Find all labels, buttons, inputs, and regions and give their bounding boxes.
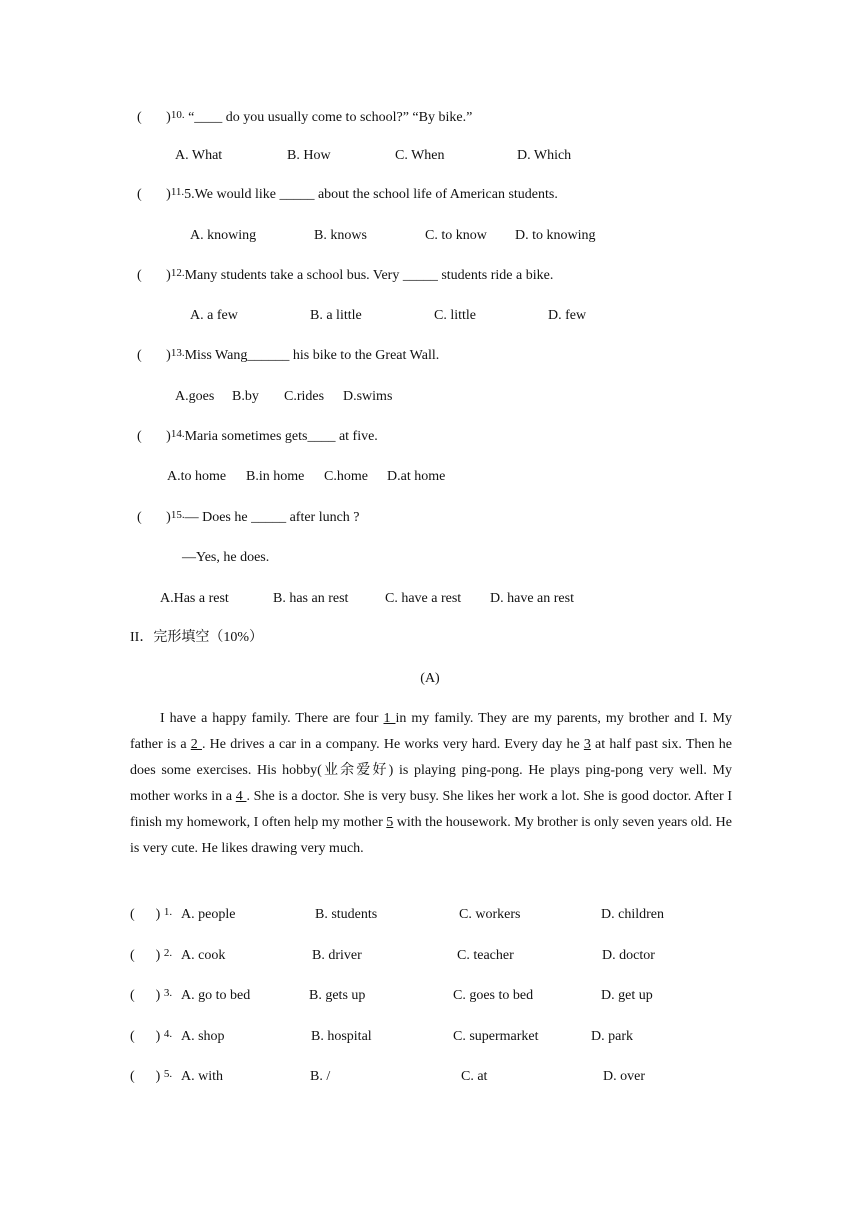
question-number: 12.	[170, 267, 185, 279]
question-text: “____ do you usually come to school?” “By bike.”	[184, 110, 473, 125]
answer-paren[interactable]: ( )	[130, 907, 161, 922]
passage-text: I have a happy family. There are four	[160, 711, 384, 726]
answer-paren[interactable]: ( )	[130, 1069, 161, 1084]
option-c: C. have a rest	[385, 591, 462, 606]
question-10	[137, 109, 472, 127]
option-c: C. When	[395, 148, 445, 163]
question-number: 2.	[163, 947, 173, 959]
question-number: 5.	[163, 1068, 173, 1080]
option-b: B. students	[315, 907, 378, 922]
option-b: B. has an rest	[273, 591, 349, 606]
option-d: D.swims	[343, 389, 393, 404]
question-11	[137, 186, 558, 204]
option-d: D. get up	[601, 988, 653, 1003]
passage-text: in my family. They are my parents, my brother and I. My father is a	[130, 711, 733, 752]
option-c: C. to know	[425, 228, 487, 243]
question-text: 5.We would like _____ about the school life of American students.	[184, 187, 558, 202]
option-c: C.rides	[284, 389, 325, 404]
answer-paren[interactable]: ( )	[130, 988, 161, 1003]
blank-2: 2	[190, 737, 202, 752]
option-b: B. a little	[310, 308, 362, 323]
answer-paren[interactable]: ( )	[137, 510, 171, 525]
cloze-question-5	[130, 1068, 172, 1086]
option-c: C. teacher	[457, 948, 514, 963]
option-c: C. little	[434, 308, 476, 323]
answer-paren[interactable]: ( )	[137, 348, 171, 363]
cloze-question-1	[130, 906, 172, 924]
answer-paren[interactable]: ( )	[130, 948, 161, 963]
option-a: A. knowing	[190, 228, 257, 243]
option-b: B. gets up	[309, 988, 366, 1003]
option-b: B. How	[287, 148, 331, 163]
answer-paren[interactable]: ( )	[137, 268, 171, 283]
option-c: C. goes to bed	[453, 988, 534, 1003]
question-text: Many students take a school bus. Very _____ students ride a bike.	[184, 268, 554, 283]
passage-text: with the housework. My brother is only seven years old. He is very cute. He likes drawing very much.	[130, 815, 732, 856]
cloze-passage	[130, 706, 732, 862]
blank-3: 3	[583, 737, 591, 752]
answer-paren[interactable]: ( )	[137, 429, 171, 444]
passage-text: at half past six. Then he does some exercises. His hobby(业余爱好) is playing ping-pong. He plays ping-pong very well. My mother works in a	[130, 737, 732, 804]
option-d: D. few	[548, 308, 587, 323]
option-a: A. a few	[190, 308, 238, 323]
option-d: D. have an rest	[490, 591, 574, 606]
option-b: B.by	[232, 389, 259, 404]
cloze-question-4	[130, 1028, 172, 1046]
option-c: C. supermarket	[453, 1029, 539, 1044]
passage-text: . She is a doctor. She is very busy. She likes her work a lot. She is good doctor. After I finish my homework, I often help my mother	[130, 789, 733, 830]
question-number: 11.	[170, 186, 185, 198]
option-a: A. shop	[181, 1029, 225, 1044]
question-number: 1.	[163, 906, 173, 918]
question-13	[137, 347, 439, 365]
option-a: A.Has a rest	[160, 591, 229, 606]
question-12	[137, 267, 553, 285]
question-reply: —Yes, he does.	[182, 550, 270, 565]
question-number: 14.	[170, 428, 185, 440]
option-c: C. workers	[459, 907, 521, 922]
cloze-question-2	[130, 947, 172, 965]
option-a: A. with	[181, 1069, 223, 1084]
option-a: A. go to bed	[181, 988, 251, 1003]
section-heading: II．完形填空（10%）	[130, 630, 263, 645]
option-d: D. children	[601, 907, 664, 922]
question-number: 4.	[163, 1028, 173, 1040]
answer-paren[interactable]: ( )	[130, 1029, 161, 1044]
answer-paren[interactable]: ( )	[137, 110, 171, 125]
option-a: A. What	[175, 148, 223, 163]
option-a: A. people	[181, 907, 236, 922]
question-text: Maria sometimes gets____ at five.	[184, 429, 378, 444]
question-number: 3.	[163, 987, 173, 999]
blank-1: 1	[383, 711, 396, 726]
option-d: D. to knowing	[515, 228, 596, 243]
passage-text: . He drives a car in a company. He works very hard. Every day he	[201, 737, 584, 752]
option-a: A. cook	[181, 948, 226, 963]
question-text: Miss Wang______ his bike to the Great Wall.	[184, 348, 440, 363]
cloze-question-3	[130, 987, 172, 1005]
option-b: B. hospital	[311, 1029, 372, 1044]
option-d: D. over	[603, 1069, 645, 1084]
option-d: D. Which	[517, 148, 572, 163]
question-14	[137, 428, 378, 446]
option-c: C. at	[461, 1069, 488, 1084]
answer-paren[interactable]: ( )	[137, 187, 171, 202]
blank-4: 4	[235, 789, 247, 804]
option-b: B. /	[310, 1069, 331, 1084]
option-d: D. doctor	[602, 948, 655, 963]
option-b: B. driver	[312, 948, 362, 963]
option-d: D.at home	[387, 469, 446, 484]
option-a: A.goes	[175, 389, 215, 404]
option-d: D. park	[591, 1029, 633, 1044]
option-c: C.home	[324, 469, 368, 484]
question-15	[137, 509, 360, 527]
question-number: 13.	[170, 347, 185, 359]
question-number: 10.	[170, 109, 185, 121]
passage-label: (A)	[420, 671, 440, 686]
option-b: B. knows	[314, 228, 367, 243]
option-b: B.in home	[246, 469, 305, 484]
question-text: — Does he _____ after lunch ?	[184, 510, 360, 525]
blank-5: 5	[386, 815, 394, 830]
question-number: 15.	[170, 509, 185, 521]
option-a: A.to home	[167, 469, 227, 484]
